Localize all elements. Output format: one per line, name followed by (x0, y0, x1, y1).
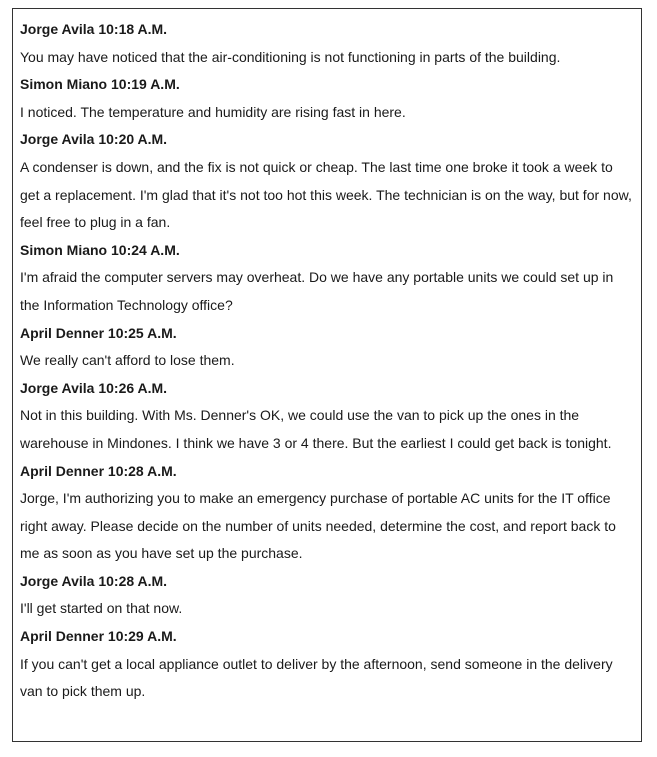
timestamp: 10:24 A.M. (111, 241, 180, 258)
message-text: We really can't afford to lose them. (20, 352, 235, 369)
message (20, 458, 635, 568)
message-text: I noticed. The temperature and humidity are rising fast in here. (20, 103, 406, 120)
message (20, 375, 635, 458)
sender-name: Simon Miano (20, 241, 108, 258)
message-text: Not in this building. With Ms. Denner's OK, we could use the van to pick up the ones in the warehouse in Mindones. I think we have 3 or 4 there. But the earliest I could get back is tonight. (20, 407, 612, 451)
message (20, 237, 635, 320)
timestamp: 10:28 A.M. (98, 572, 168, 589)
sender-name: Jorge Avila (20, 379, 95, 396)
message-header (20, 623, 635, 651)
message-header (20, 568, 635, 596)
message-text: Jorge, I'm authorizing you to make an emergency purchase of portable AC units for the IT office right away. Please decide on the number of units needed, determine the cost, and report back to me as soon as you have set up the purchase. (20, 490, 616, 562)
message-header (20, 126, 635, 154)
message-header (20, 237, 635, 265)
sender-name: Simon Miano (20, 76, 108, 93)
timestamp: 10:29 A.M. (107, 628, 177, 645)
timestamp: 10:20 A.M. (98, 131, 168, 148)
message-header (20, 375, 635, 403)
message-text: I'm afraid the computer servers may overheat. Do we have any portable units we could set up in the Information Technology office? (20, 269, 614, 313)
sender-name: Jorge Avila (20, 21, 95, 37)
sender-name: April Denner (20, 628, 105, 645)
sender-name: April Denner (20, 324, 105, 341)
message-header (20, 320, 635, 348)
timestamp: 10:28 A.M. (107, 462, 177, 479)
sender-name: Jorge Avila (20, 131, 95, 148)
message (20, 126, 635, 236)
message-header (20, 16, 635, 44)
message-header (20, 458, 635, 486)
sender-name: Jorge Avila (20, 572, 95, 589)
timestamp: 10:18 A.M. (98, 21, 168, 37)
message-text: You may have noticed that the air-conditioning is not functioning in parts of the building. (20, 48, 561, 65)
timestamp: 10:25 A.M. (107, 324, 177, 341)
message (20, 568, 635, 623)
chat-transcript (12, 8, 642, 742)
message (20, 16, 635, 71)
timestamp: 10:19 A.M. (111, 76, 180, 93)
message-text: I'll get started on that now. (20, 600, 183, 617)
sender-name: April Denner (20, 462, 105, 479)
message (20, 623, 635, 706)
message-header (20, 71, 635, 99)
message-text: If you can't get a local appliance outlet to deliver by the afternoon, send someone in the delivery van to pick them up. (20, 655, 613, 700)
timestamp: 10:26 A.M. (98, 379, 168, 396)
message (20, 320, 635, 375)
message-text: A condenser is down, and the fix is not quick or cheap. The last time one broke it took a week to get a replacement. I'm glad that it's not too hot this week. The technician is on the way, but for now, feel free to plug in a fan. (20, 158, 632, 231)
message (20, 71, 635, 126)
